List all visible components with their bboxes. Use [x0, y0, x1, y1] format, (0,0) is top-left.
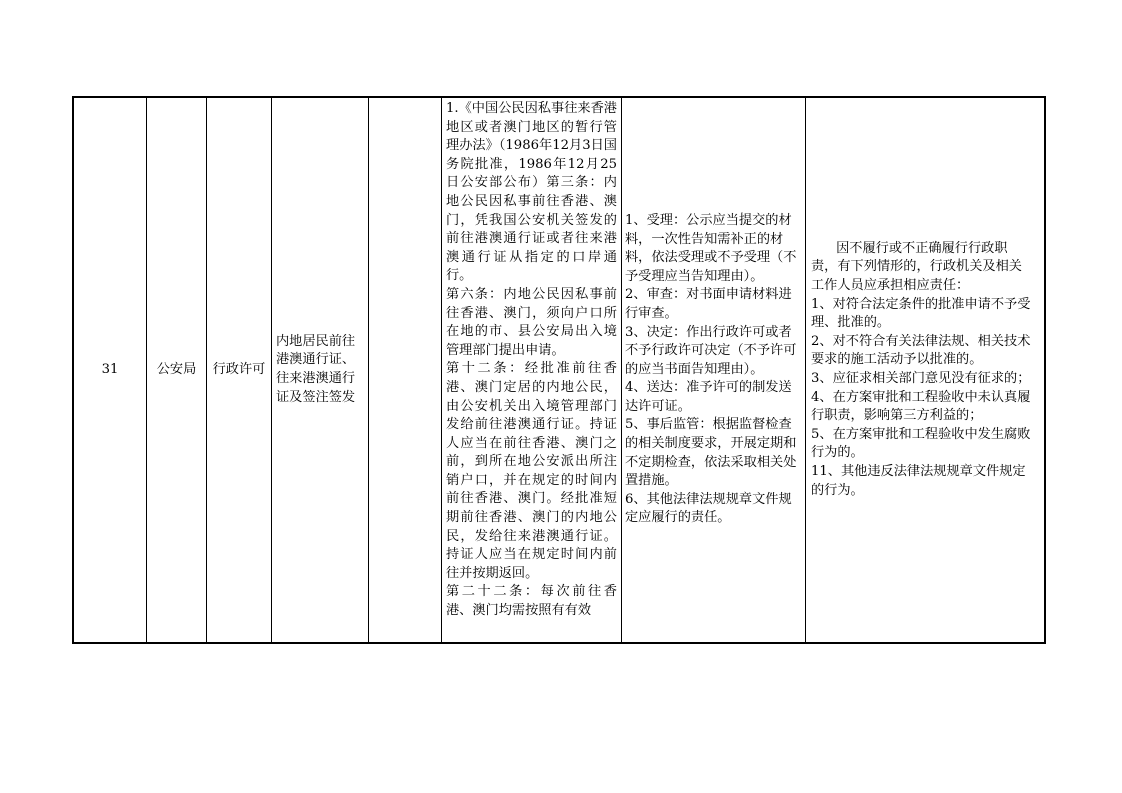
accountability-item: 5、在方案审批和工程验收中发生腐败行为的。: [811, 426, 1031, 461]
responsibility-process-list: [625, 212, 801, 528]
legal-basis-paragraph: 第十二条：经批准前往香港、澳门定居的内地公民，由公安机关出入境管理部门发给前往港澳通行证。持证人应当在前往香港、澳门之前，到所在地公安派出所注销户口，并在规定的时间内前往香港、澳门。经批准短期前往香港、澳门的内地公民，发给往来港澳通行证。持证人应当在规定时间内前往并按期返回。: [446, 361, 617, 581]
category-cell: [207, 98, 272, 642]
accountability-cell: [806, 98, 1037, 642]
process-step: 3、决定：作出行政许可或者不予行政许可决定（不予许可的应当书面告知理由）。: [625, 324, 797, 377]
category: 行政许可: [212, 361, 266, 377]
legal-basis-paragraph: 第二十二条：每次前往香港、澳门均需按照有有效: [446, 584, 617, 619]
accountability-item: 4、在方案审批和工程验收中未认真履行职责，影响第三方利益的；: [811, 389, 1031, 424]
row-number-cell: [74, 98, 147, 642]
accountability-item: 1、对符合法定条件的批准申请不予受理、批准的。: [811, 296, 1031, 331]
legal-basis-cell: [442, 98, 622, 642]
department: 公安局: [156, 361, 197, 377]
accountability-item: 11、其他违反法律法规规章文件规定的行为。: [811, 463, 1026, 498]
power-list-table: [72, 96, 1046, 644]
process-step: 2、审查：对书面申请材料进行审查。: [625, 287, 792, 321]
process-step: 1、受理：公示应当提交的材料，一次性告知需补正的材料，依法受理或不予受理（不予受理应当告知理由）。: [625, 212, 797, 284]
legal-basis-paragraph: 第六条：内地公民因私事前往香港、澳门，须向户口所在地的市、县公安局出入境管理部门提出申请。: [446, 286, 617, 358]
item-name-cell: [272, 98, 369, 642]
process-step: 6、其他法律法规规章文件规定应履行的责任。: [625, 491, 792, 526]
accountability-intro: 因不履行或不正确履行行政职责，有下列情形的，行政机关及相关工作人员应承担相应责任：: [811, 240, 1022, 294]
department-cell: [147, 98, 207, 642]
responsibility-process-cell: [622, 98, 806, 642]
legal-basis-paragraph: 1.《中国公民因私事往来香港地区或者澳门地区的暂行管理办法》（1986年12月3日国务院批准，1986年12月25日公安部公布）第三条：内地公民因私事前往香港、澳门，凭我国公安机关签发的前往港澳通行证或者往来港澳通行证从指定的口岸通行。: [446, 101, 617, 284]
sub-item-cell: [369, 98, 442, 642]
process-step: 4、送达：准予许可的制发送达许可证。: [625, 380, 792, 414]
process-step: 5、事后监管：根据监督检查的相关制度要求，开展定期和不定期检查，依法采取相关处置措施。: [625, 417, 797, 489]
row-number: 31: [101, 361, 119, 377]
item-name: 内地居民前往港澳通行证、往来港澳通行证及签注签发: [276, 333, 356, 405]
accountability-item: 3、应征求相关部门意见没有征求的；: [811, 371, 1031, 386]
accountability-item: 2、对不符合有关法律法规、相关技术要求的施工活动予以批准的。: [811, 333, 1031, 368]
accountability-list: [811, 240, 1031, 500]
